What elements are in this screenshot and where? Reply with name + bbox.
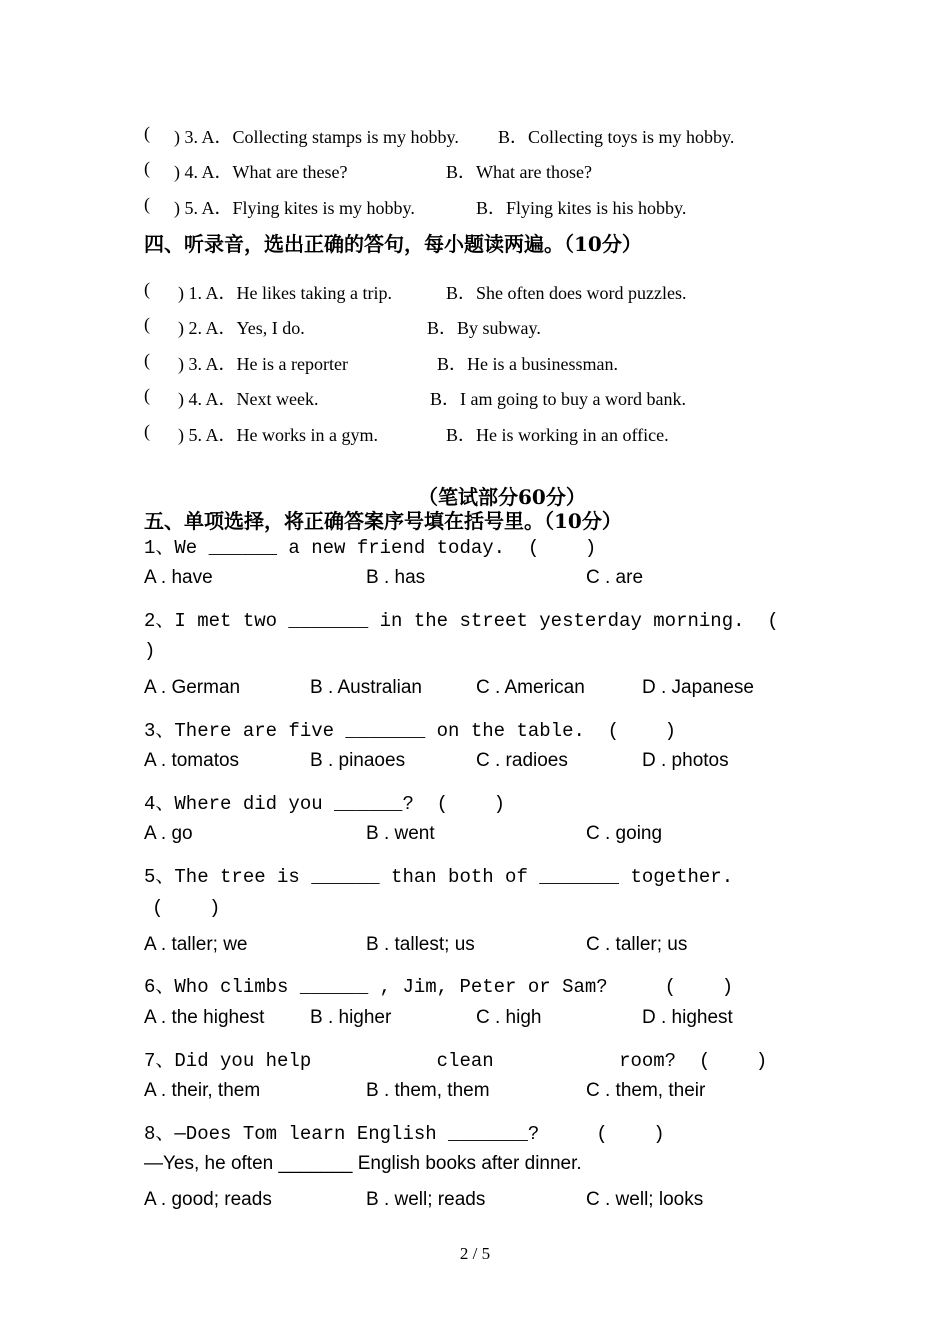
question-8: 8、—Does Tom learn English _______? ( ) <box>144 1123 665 1145</box>
section4-title: 四、听录音，选出正确的答句，每小题读两遍。（10分） <box>144 232 642 256</box>
option-d: D . highest <box>642 1007 733 1028</box>
answer-paren-open: ( <box>144 279 150 299</box>
option-b: B．Flying kites is his hobby. <box>476 198 687 218</box>
option-b: B . higher <box>310 1007 392 1028</box>
question-item: ) 1. A．He likes taking a trip. <box>178 283 392 303</box>
question-item: ) 4. A．Next week. <box>178 389 319 409</box>
option-b: B．Collecting toys is my hobby. <box>498 127 735 147</box>
page-number: 2 / 5 <box>459 1244 491 1263</box>
option-d: D . photos <box>642 750 729 771</box>
option-a: A . good; reads <box>144 1189 272 1210</box>
option-b: B．What are those? <box>446 162 592 182</box>
option-a: A . have <box>144 567 213 588</box>
option-b: B . Australian <box>310 677 422 698</box>
question-item: ) 4. A．What are these? <box>174 162 348 182</box>
option-a: A . the highest <box>144 1007 265 1028</box>
option-a: A . their, them <box>144 1080 261 1101</box>
option-c: C . American <box>476 677 585 698</box>
question-4: 4、Where did you ______? ( ) <box>144 793 506 815</box>
question-item: ) 2. A．Yes, I do. <box>178 318 305 338</box>
option-a: A . go <box>144 823 193 844</box>
question-8-reply: —Yes, he often _______ English books after dinner. <box>144 1153 582 1174</box>
question-5: 5、The tree is ______ than both of _______ together. <box>144 866 734 888</box>
question-item: ) 5. A．Flying kites is my hobby. <box>174 198 415 218</box>
option-c: C . well; looks <box>586 1189 704 1210</box>
option-a: A . taller; we <box>144 934 248 955</box>
option-b: B．She often does word puzzles. <box>446 283 687 303</box>
answer-paren-open: ( <box>144 123 150 143</box>
question-item: ) 5. A．He works in a gym. <box>178 425 378 445</box>
question-item: ) 3. A．He is a reporter <box>178 354 348 374</box>
option-b: B．He is working in an office. <box>446 425 669 445</box>
option-a: A . German <box>144 677 241 698</box>
question-6: 6、Who climbs ______ , Jim, Peter or Sam? ( ) <box>144 976 734 998</box>
option-c: C . high <box>476 1007 542 1028</box>
question-5-cont: ( ) <box>152 897 221 919</box>
option-b: B . pinaoes <box>310 750 406 771</box>
option-c: C . taller; us <box>586 934 688 955</box>
written-part-label: （笔试部分60分） <box>418 485 586 509</box>
option-c: C . them, their <box>586 1080 706 1101</box>
answer-paren-open: ( <box>144 194 150 214</box>
answer-paren-open: ( <box>144 158 150 178</box>
answer-paren-open: ( <box>144 421 150 441</box>
option-b: B . well; reads <box>366 1189 486 1210</box>
option-b: B . them, them <box>366 1080 490 1101</box>
option-b: B．By subway. <box>427 318 541 338</box>
option-a: A . tomatos <box>144 750 240 771</box>
answer-paren-open: ( <box>144 385 150 405</box>
question-3: 3、There are five _______ on the table. ( ) <box>144 720 677 742</box>
option-c: C . going <box>586 823 663 844</box>
option-b: B．I am going to buy a word bank. <box>430 389 686 409</box>
question-2-cont: ) <box>144 640 156 662</box>
option-b: B . has <box>366 567 426 588</box>
option-b: B．He is a businessman. <box>437 354 618 374</box>
answer-paren-open: ( <box>144 314 150 334</box>
answer-paren-open: ( <box>144 350 150 370</box>
question-item: ) 3. A．Collecting stamps is my hobby. <box>174 127 459 147</box>
option-b: B . went <box>366 823 435 844</box>
option-d: D . Japanese <box>642 677 754 698</box>
question-7: 7、Did you help clean room? ( ) <box>144 1050 768 1072</box>
option-b: B . tallest; us <box>366 934 475 955</box>
section5-title: 五、单项选择，将正确答案序号填在括号里。（10分） <box>144 509 622 533</box>
question-2: 2、I met two _______ in the street yesterday morning. ( <box>144 610 779 632</box>
question-1: 1、We ______ a new friend today. ( ) <box>144 537 597 559</box>
option-c: C . radioes <box>476 750 568 771</box>
option-c: C . are <box>586 567 644 588</box>
